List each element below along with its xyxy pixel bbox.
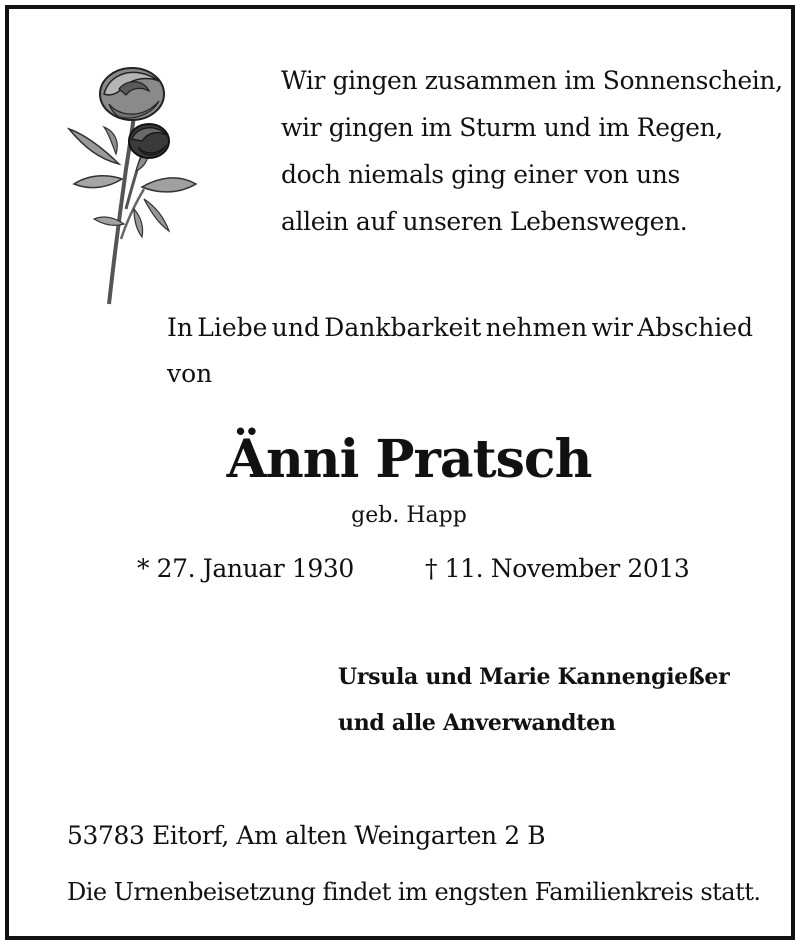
intro-word: Abschied — [637, 313, 753, 342]
intro-word: In — [167, 313, 193, 342]
intro-word: Liebe — [197, 313, 268, 342]
burial-notice: Die Urnenbeisetzung findet im engsten Familienkreis statt. — [67, 878, 761, 906]
poem-line: Wir gingen zusammen im Sonnenschein, — [281, 66, 783, 95]
poem-line: wir gingen im Sturm und im Regen, — [281, 113, 723, 142]
mourners — [338, 654, 729, 746]
intro-word: wir — [591, 313, 633, 342]
rose-icon — [64, 59, 204, 314]
poem — [281, 57, 781, 245]
deceased-name: Änni Pratsch — [226, 429, 592, 490]
address: 53783 Eitorf, Am alten Weingarten 2 B — [67, 821, 546, 850]
farewell-intro — [167, 305, 753, 397]
farewell-intro-line — [167, 305, 753, 351]
poem-line: doch niemals ging einer von uns — [281, 160, 680, 189]
birth-date: * 27. Januar 1930 — [137, 554, 354, 583]
death-date: † 11. November 2013 — [425, 554, 690, 583]
mourner-line: Ursula und Marie Kannengießer — [338, 664, 730, 690]
mourner-line: und alle Anverwandten — [338, 710, 616, 736]
intro-word: nehmen — [485, 313, 588, 342]
farewell-intro-line: von — [167, 359, 213, 388]
maiden-name: geb. Happ — [351, 503, 467, 528]
intro-word: und — [271, 313, 320, 342]
obituary-frame — [5, 5, 795, 940]
intro-word: Dankbarkeit — [324, 313, 482, 342]
poem-line: allein auf unseren Lebenswegen. — [281, 207, 688, 236]
